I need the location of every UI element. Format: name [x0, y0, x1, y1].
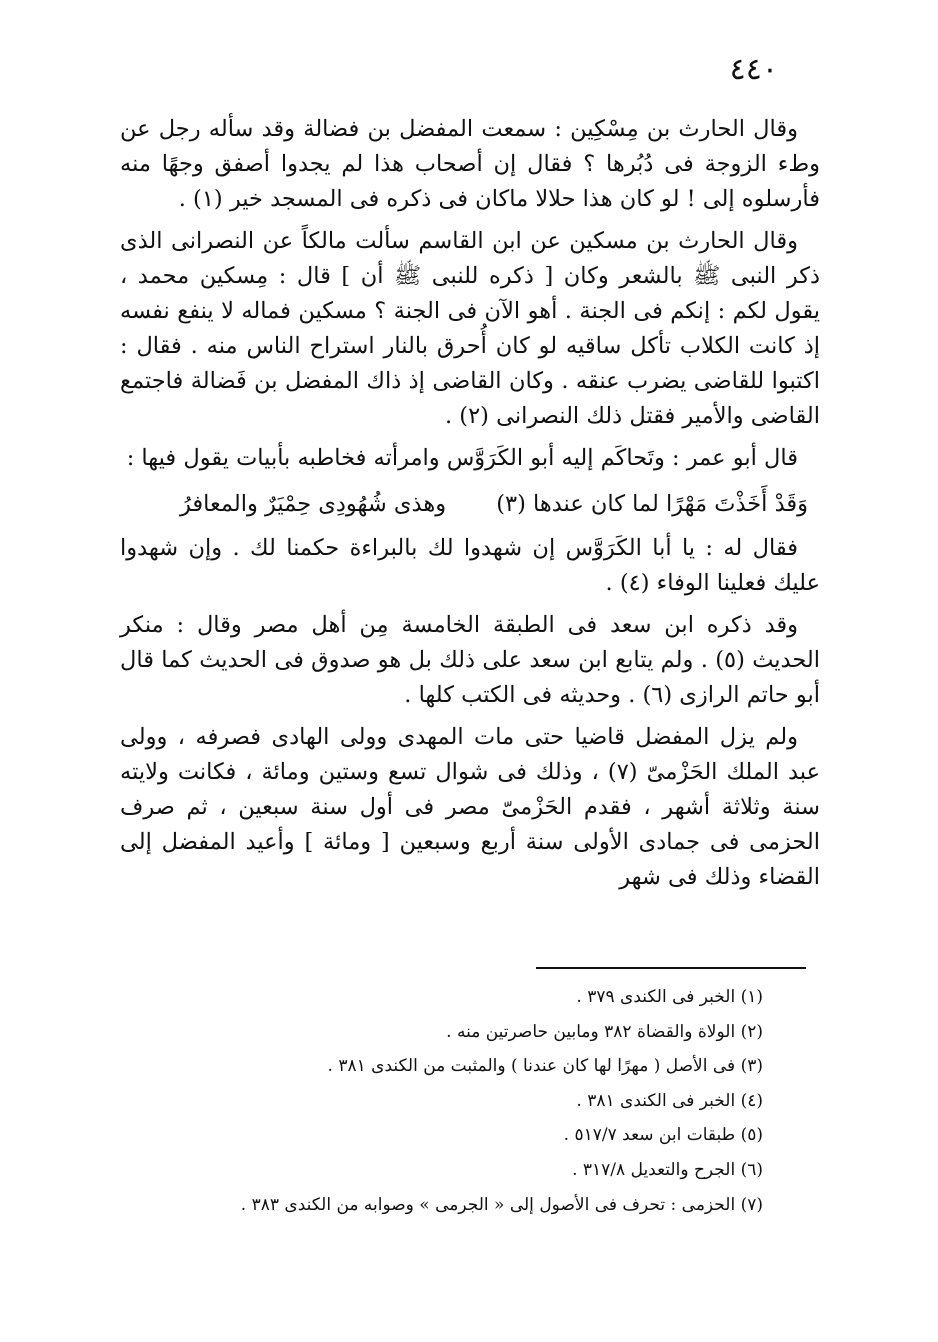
verse-first-hemistich: وَقَدْ أَخَذْتَ مَهْرًا لما كان عندها (٣)	[496, 491, 808, 517]
footnote-2: (٢) الولاة والقضاة ٣٨٢ ومابين حاصرتين منه .	[446, 1021, 763, 1042]
footnote-separator	[536, 967, 806, 969]
paragraph-judgeship: ولم يزل المفضل قاضيا حتى مات المهدى وولى الهادى فصرفه ، وولى عبد الملك الحَزْمىّ (٧) ، وذلك فى شوال تسع وستين ومائة ، فكانت ولايته سنة وثلاثة أشهر ، فقدم الحَزْمىّ مصر فى أول سنة سبعين ، ثم صرف الحزمى فى جمادى الأولى سنة أربع وسبعين [ ومائة ] وأعيد المفضل إلى القضاء وذلك فى شهر	[120, 724, 820, 890]
paragraph-abu-al-karawwas: قال أبو عمر : وتَحاكَم إليه أبو الكَرَوَّس وامرأته فخاطبه بأبيات يقول فيها :	[126, 445, 798, 471]
footnote-3: (٣) فى الأصل ( مهرًا لها كان عندنا ) والمثبت من الكندى ٣٨١ .	[327, 1056, 763, 1077]
verse-second-hemistich: وهذى شُهُودِى حِمْيَرٌ والمعافرُ	[180, 491, 447, 517]
paragraph-judgment: فقال له : يا أبا الكَرَوَّس إن شهدوا لك بالبراءة حكمنا لك . وإن شهدوا عليك فعلينا الوفاء (٤) .	[120, 535, 820, 596]
footnote-6: (٦) الجرح والتعديل ٣١٧/٨ .	[572, 1159, 763, 1180]
paragraph-nasrani: وقال الحارث بن مسكين عن ابن القاسم سألت مالكاً عن النصرانى الذى ذكر النبى ﷺ بالشعر وكان [ ذكره للنبى ﷺ أن ] قال : مِسكين محمد ، يقول لكم : إنكم فى الجنة . أهو الآن فى الجنة ؟ مسكين فماله لا ينفع نفسه إذ كانت الكلاب تأكل ساقيه لو كان أُحرق بالنار استراح الناس منه . فقال : اكتبوا للقاضى يضرب عنقه . وكان القاضى إذ ذاك المفضل بن فَضالة فاجتمع القاضى والأمير فقتل ذلك النصرانى (٢) .	[120, 228, 820, 429]
paragraph-ibn-saad: وقد ذكره ابن سعد فى الطبقة الخامسة مِن أهل مصر وقال : منكر الحديث (٥) . ولم يتابع ابن سعد على ذلك بل هو صدوق فى الحديث كما قال أبو حاتم الرازى (٦) . وحديثه فى الكتب كلها .	[120, 612, 820, 708]
paragraph-wat-az-zawja: وقال الحارث بن مِسْكِين : سمعت المفضل بن فضالة وقد سأله رجل عن وطء الزوجة فى دُبُرها ؟ فقال إن أصحاب هذا لم يجدوا أصفق وجهًا منه فأرسلوه إلى ! لو كان هذا حلالا ماكان فى ذكره فى المسجد خير (١) .	[120, 116, 820, 212]
page-number: ٤٤٠	[729, 52, 778, 87]
footnote-7: (٧) الحزمى : تحرف فى الأصول إلى « الجرمى » وصوابه من الكندى ٣٨٣ .	[240, 1194, 763, 1215]
poem-verse	[120, 483, 820, 531]
footnote-5: (٥) طبقات ابن سعد ٥١٧/٧ .	[563, 1125, 763, 1146]
main-text	[120, 112, 820, 902]
footnotes	[123, 980, 763, 1222]
footnote-1: (١) الخبر فى الكندى ٣٧٩ .	[576, 987, 763, 1007]
footnote-4: (٤) الخبر فى الكندى ٣٨١ .	[576, 1090, 763, 1111]
